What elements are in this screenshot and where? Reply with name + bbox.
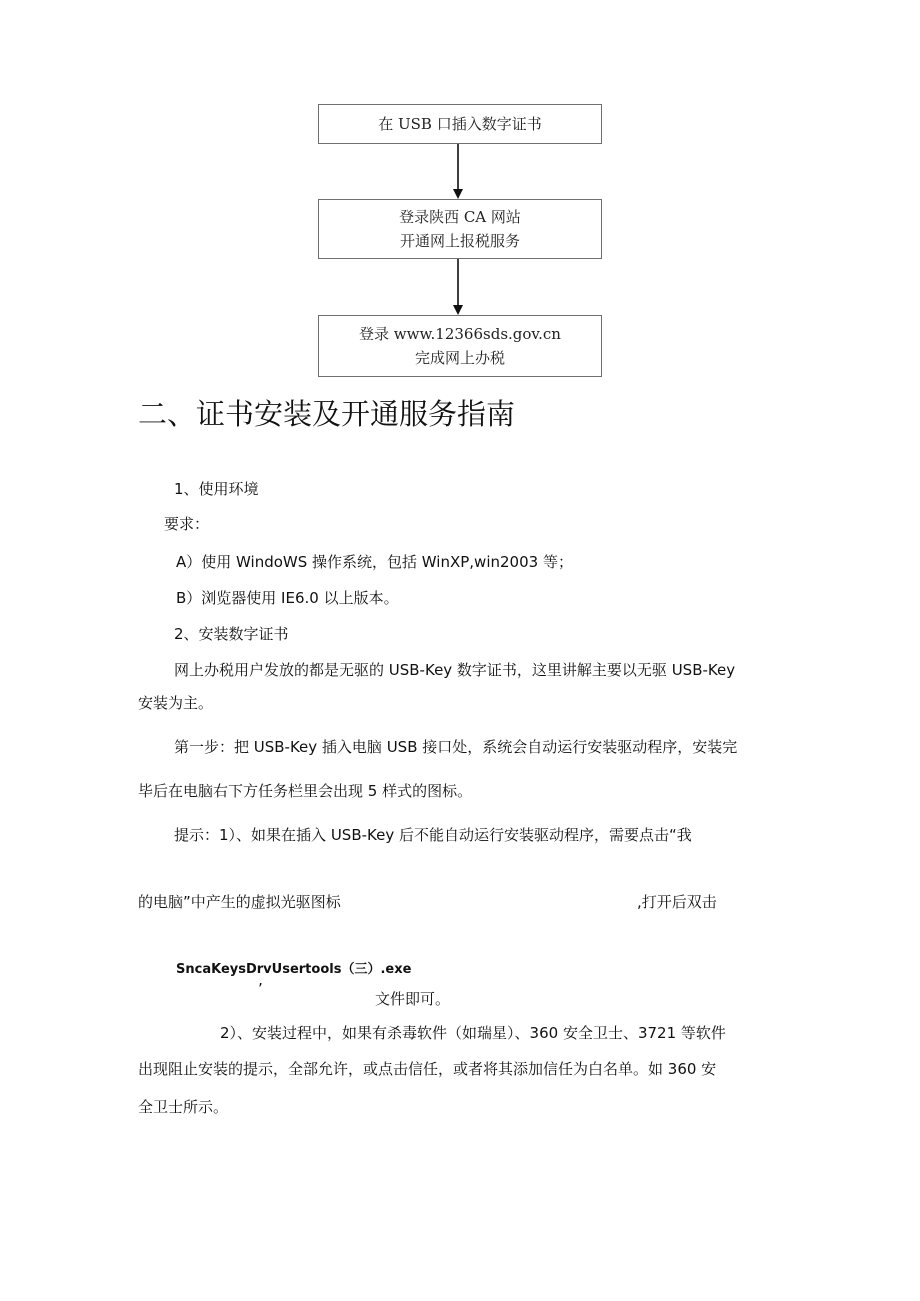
flowchart-step-3-line-1: 登录 www.12366sds.gov.cn bbox=[359, 325, 561, 343]
flowchart-step-2-line-1: 登录陕西 CA 网站 bbox=[399, 208, 521, 226]
intro-line-2: 安装为主。 bbox=[138, 694, 214, 712]
flowchart-step-1-text: 在 USB 口插入数字证书 bbox=[378, 115, 542, 133]
flowchart-step-3-line-2: 完成网上办税 bbox=[414, 349, 505, 367]
flow-arrow-1 bbox=[452, 144, 464, 199]
tip-2-line-3: 全卫士所示。 bbox=[138, 1098, 229, 1116]
requirements-label: 要求： bbox=[164, 515, 210, 533]
tip-2-line-1: 2）、安装过程中，如果有杀毒软件（如瑞星）、360 安全卫士、3721 等软件 bbox=[220, 1024, 726, 1042]
exe-filename: SncaKeysDrvUsertools（三）.exe bbox=[176, 962, 412, 977]
step-1-line-1: 第一步：把 USB-Key 插入电脑 USB 接口处，系统会自动运行安装驱动程序，安装完 bbox=[174, 738, 738, 756]
section-2-title: 2、安装数字证书 bbox=[174, 625, 289, 643]
tip-1-line-1: 提示：1）、如果在插入 USB-Key 后不能自动运行安装驱动程序，需要点击“我 bbox=[174, 826, 692, 844]
tip-2-line-2: 出现阻止安装的提示，全部允许，或点击信任，或者将其添加信任为白名单。如 360 安 bbox=[138, 1060, 717, 1078]
file-ok-text: 文件即可。 bbox=[375, 990, 451, 1008]
section-1-title: 1、使用环境 bbox=[174, 480, 259, 498]
intro-line-1: 网上办税用户发放的都是无驱的 USB-Key 数字证书，这里讲解主要以无驱 USB-Key bbox=[174, 661, 736, 679]
section-heading: 二、证书安装及开通服务指南 bbox=[138, 397, 516, 431]
flowchart-step-2-line-2: 开通网上报税服务 bbox=[399, 232, 520, 250]
flow-arrow-2 bbox=[452, 259, 464, 315]
flowchart-step-1 bbox=[318, 104, 602, 144]
step-1-line-2: 毕后在电脑右下方任务栏里会出现 5 样式的图标。 bbox=[138, 782, 473, 800]
flowchart-step-2 bbox=[318, 199, 602, 259]
requirement-b: B）浏览器使用 IE6.0 以上版本。 bbox=[176, 589, 399, 607]
tip-1-line-2b: ,打开后双击 bbox=[637, 893, 717, 911]
tip-1-line-2a: 的电脑”中产生的虚拟光驱图标 bbox=[138, 893, 341, 911]
requirement-a: A）使用 WindoWS 操作系统，包括 WinXP,win2003 等； bbox=[176, 553, 573, 571]
flowchart-step-3 bbox=[318, 315, 602, 377]
apostrophe-mark: ’ bbox=[258, 980, 263, 998]
